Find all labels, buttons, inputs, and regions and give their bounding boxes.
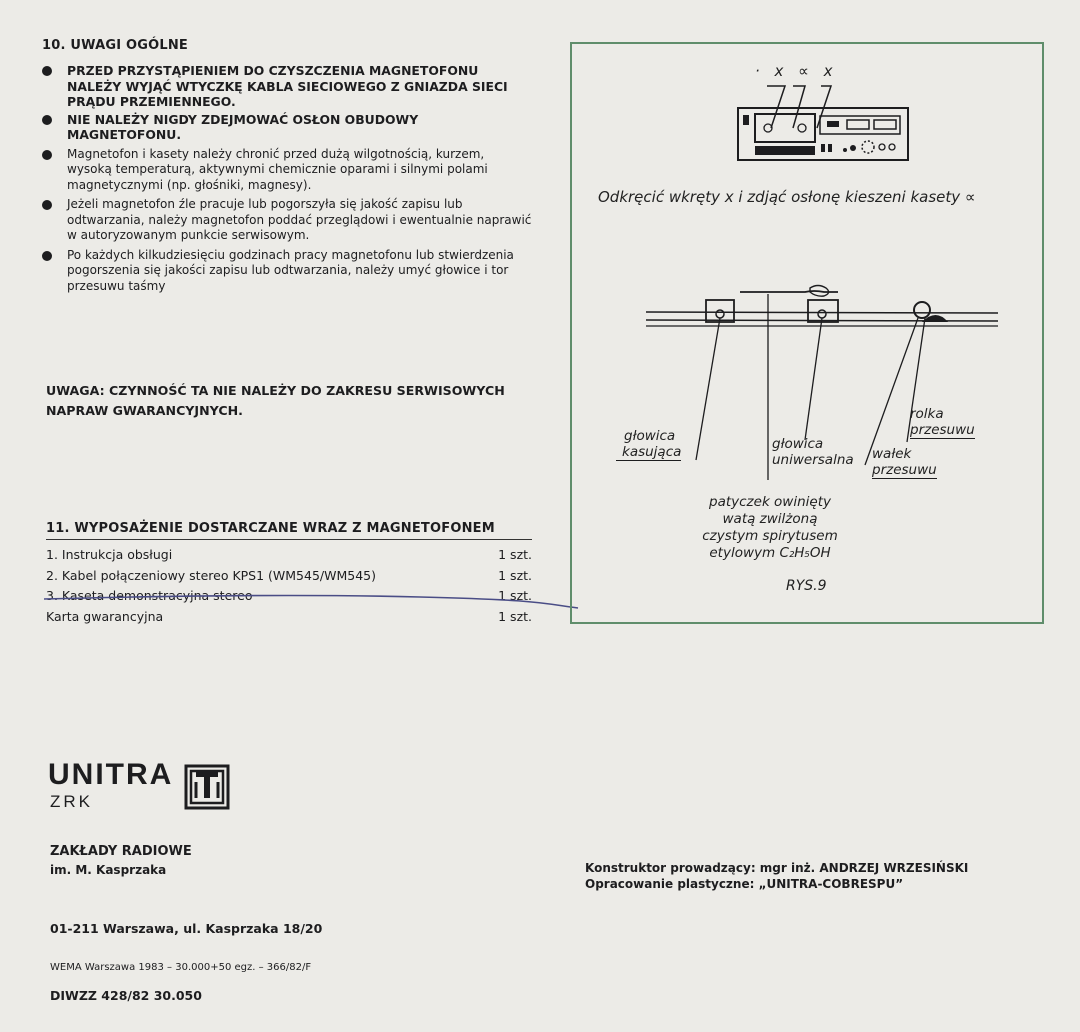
company-address: 01-211 Warszawa, ul. Kasprzaka 18/20 bbox=[50, 921, 323, 936]
general-notes-list bbox=[40, 63, 532, 294]
universal-head-label: głowica uniwersalna bbox=[772, 436, 854, 468]
list-item: Magnetofon i kasety należy chronić przed dużą wilgotnością, kurzem, wysoką temperaturą, aktywnymi chemicznie oparami i silnymi polami magnetycznymi (np. głośniki, magnesy). bbox=[40, 147, 532, 194]
table-row: 3. Kaseta demonstracyjna stereo 1 szt. bbox=[46, 588, 532, 603]
bullet-icon bbox=[42, 251, 52, 261]
list-item: PRZED PRZYSTĄPIENIEM DO CZYSZCZENIA MAGNETOFONU NALEŻY WYJĄĆ WTYCZKĘ KABLA SIECIOWEGO Z GNIAZDA SIECI PRĄDU PRZEMIENNEGO. bbox=[40, 63, 532, 110]
design-credit: Opracowanie plastyczne: „UNITRA-COBRESPU” bbox=[585, 877, 904, 891]
print-code: DIWZZ 428/82 30.050 bbox=[50, 988, 202, 1003]
list-item: Po każdych kilkudziesięciu godzinach pracy magnetofonu lub stwierdzenia pogorszenia się jakości zapisu lub odtwarzania, należy umyć głowice i tor przesuwu taśmy bbox=[40, 248, 532, 295]
table-row: 2. Kabel połączeniowy stereo KPS1 (WM545/WM545) 1 szt. bbox=[46, 567, 532, 583]
unitra-emblem-icon bbox=[184, 764, 230, 810]
capstan-label: wałek przesuwu bbox=[872, 446, 937, 478]
heading-underline bbox=[46, 539, 532, 540]
figure-instruction: Odkręcić wkręty x i zdjąć osłonę kieszeni kasety ∝ bbox=[598, 188, 976, 206]
pen-strikethrough bbox=[40, 590, 580, 612]
equipment-list bbox=[46, 545, 532, 627]
bullet-icon bbox=[42, 150, 52, 160]
swab-label: patyczek owinięty watą zwilżoną czystym spirytusem etylowym C₂H₅OH bbox=[702, 494, 838, 561]
erase-head-label: głowica kasująca bbox=[624, 428, 681, 461]
company-name: ZAKŁADY RADIOWE bbox=[50, 844, 192, 859]
zrk-logo-text: ZRK bbox=[50, 792, 93, 811]
bullet-icon bbox=[42, 200, 52, 210]
figure-caption: RYS.9 bbox=[786, 578, 827, 594]
bullet-icon bbox=[42, 66, 52, 76]
section-11-heading: 11. WYPOSAŻENIE DOSTARCZANE WRAZ Z MAGNETOFONEM bbox=[46, 521, 495, 536]
section-10-heading: 10. UWAGI OGÓLNE bbox=[42, 38, 188, 53]
list-item: Jeżeli magnetofon źle pracuje lub pogorszyła się jakość zapisu lub odtwarzania, należy magnetofon poddać przeglądowi i ewentualnie naprawić w autoryzowanym punkcie serwisowym. bbox=[40, 197, 532, 244]
table-row: 1. Instrukcja obsługi 1 szt. bbox=[46, 547, 532, 562]
unitra-logo-text: UNITRA bbox=[48, 758, 174, 791]
bullet-icon bbox=[42, 115, 52, 125]
company-patron: im. M. Kasprzaka bbox=[50, 863, 167, 877]
cassette-deck-drawing bbox=[735, 76, 915, 166]
constructor-credit: Konstruktor prowadzący: mgr inż. ANDRZEJ WRZESIŃSKI bbox=[585, 861, 969, 875]
pinch-roller-label: rolka przesuwu bbox=[910, 406, 975, 438]
service-warning: UWAGA: CZYNNOŚĆ TA NIE NALEŻY DO ZAKRESU SERWISOWYCH NAPRAW GWARANCYJNYCH. bbox=[46, 383, 505, 418]
list-item: NIE NALEŻY NIGDY ZDEJMOWAĆ OSŁON OBUDOWY MAGNETOFONU. bbox=[40, 112, 532, 143]
table-row: Karta gwarancyjna 1 szt. bbox=[46, 608, 532, 624]
print-info: WEMA Warszawa 1983 – 30.000+50 egz. – 366/82/F bbox=[50, 962, 312, 973]
screw-markers: · x ∝ x bbox=[755, 62, 838, 80]
